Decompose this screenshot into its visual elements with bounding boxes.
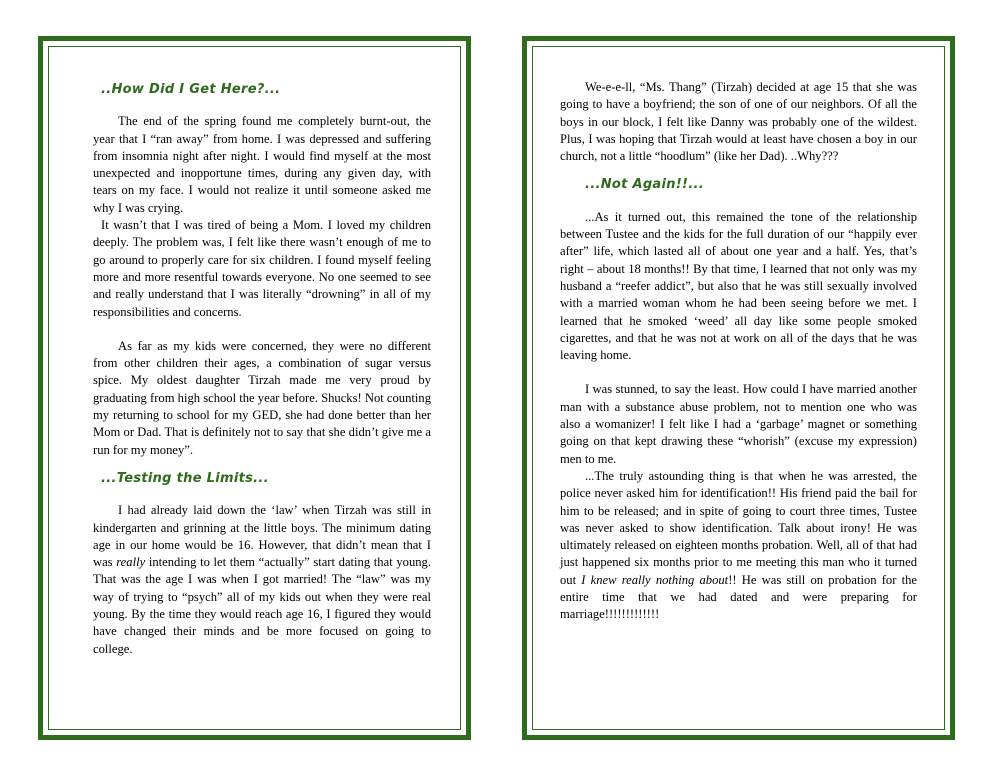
left-page-content (93, 81, 431, 658)
paragraph: It wasn’t that I was tired of being a Mom. I loved my children deeply. The problem was, I felt like there wasn’t enough of me to go around to properly care for six children. I found myself feeling more and more resentful towards everyone. No one seemed to see and really understand that I was literally “drowning” in all of my responsibilities and concerns. (93, 218, 431, 319)
paragraph: As far as my kids were concerned, they were no different from other children their ages, a combination of sugar versus spice. My oldest daughter Tirzah made me very proud by graduating from high school the year before. Shucks! Not counting my returning to school for my GED, she had done better than her Mom or Dad. That is definitely not to say that she didn’t give me a run for my money”. (93, 338, 431, 457)
right-page-content (560, 79, 917, 624)
heading-testing-the-limits: ...Testing the Limits... (101, 470, 269, 486)
paragraph: I had already laid down the ‘law’ when Tirzah was still in kindergarten and grinning at the little boys. The minimum dating age in our home would be 16. However, that didn’t mean that I was really intending to let them “actually” start dating that young. That was the age I was when I got married! The “law” was my way of trying to “psych” all of my kids out when they were real young. By the time they would reach age 16, I figured they would have changed their minds and be more focused on going to college. (93, 503, 431, 656)
left-page (38, 36, 471, 740)
heading-not-again: ...Not Again!!... (585, 177, 704, 193)
right-page (522, 36, 955, 740)
heading-how-did-i-get-here: ..How Did I Get Here?... (101, 82, 281, 97)
paragraph: I was stunned, to say the least. How could I have married another man with a substance abuse problem, not to mention one who was also a womanizer! I felt like I had a ‘garbage’ magnet or something going on that kept drawing these “whorish” (excuse my expression) men to me. (560, 382, 917, 466)
paragraph: ...The truly astounding thing is that when he was arrested, the police never asked him for identification!! His friend paid the bail for him to be released; and in spite of going to court three times, Tustee was never asked to show identification. Talk about irony! He was ultimately released on eighteen months probation. Well, all of that had just happened six months prior to me meeting this man who it turned out I knew really nothing about!! He was still on probation for the entire time that we had dated and were preparing for marriage!!!!!!!!!!!!! (560, 468, 917, 622)
paragraph: We-e-e-ll, “Ms. Thang” (Tirzah) decided at age 15 that she was going to have a boyfriend; the son of one of our neighbors. Of all the boys in our block, I felt like Danny was probably one of the wildest. Plus, I was hoping that Tirzah would at least have chosen a boy in our church, not a little “hoodlum” (like her Dad). ..Why??? (560, 80, 917, 164)
paragraph: The end of the spring found me completely burnt-out, the year that I “ran away” from home. I was depressed and suffering from insomnia night after night. I would find myself at the most unexpected and inopportune times, during any given day, with tears on my face. I would not realize it until someone asked me why I was crying. (93, 114, 431, 215)
paragraph: ...As it turned out, this remained the tone of the relationship between Tustee and the kids for the full duration of our “happily ever after” life, which lasted all of about one year and a half. Yes, that’s right – about 18 months!! By that time, I learned that not only was my husband a “reefer addict”, but also that he was still sexually involved with a married woman whom he had been seeing before we met. I learned that he smoked ‘weed’ all day like some people smoked cigarettes, and that he was not at work on all of the days that he was leaving home. (560, 209, 917, 363)
